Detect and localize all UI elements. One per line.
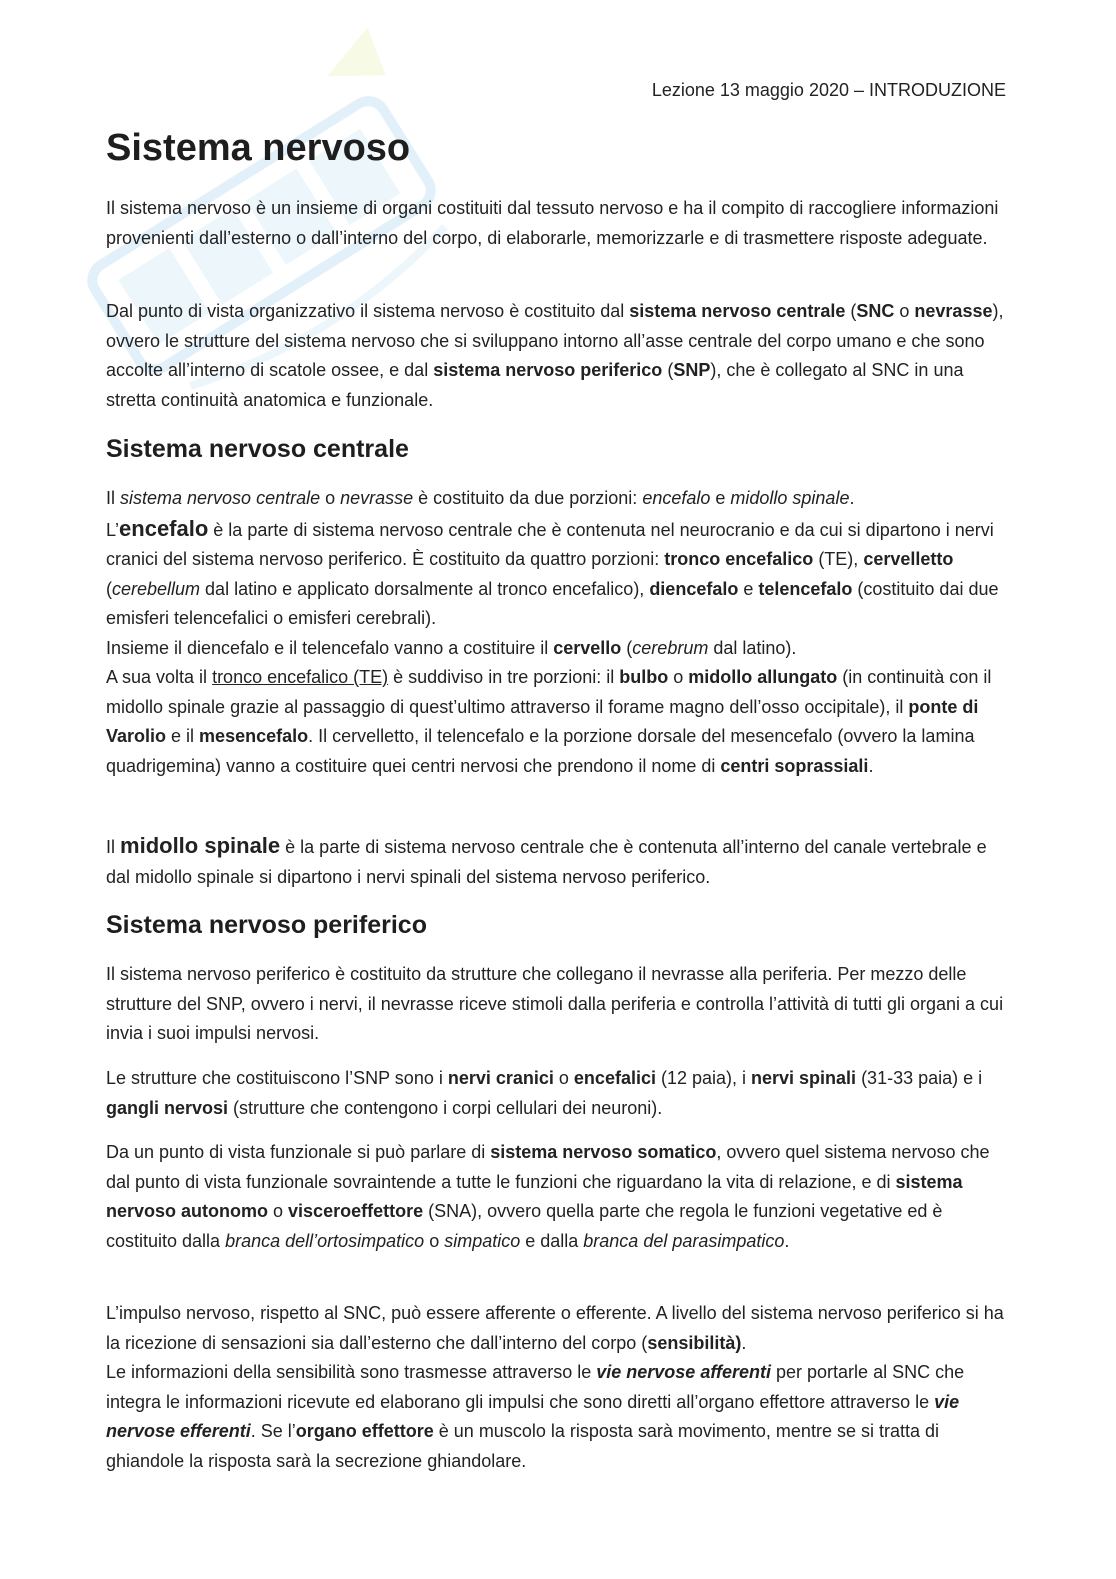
page-title: Sistema nervoso xyxy=(106,127,411,169)
snp-paragraph-2: Le strutture che costituiscono l’SNP sono i nervi cranici o encefalici (12 paia), i nervi spinali (31-33 paia) e i gangli nervosi (strutture che contengono i corpi cellulari dei neuroni). xyxy=(106,1068,983,1118)
snp-paragraph-4: L’impulso nervoso, rispetto al SNC, può essere afferente o efferente. A livello del sistema nervoso periferico si ha la ricezione di sensazioni sia dall’esterno che dall’interno del corpo (sensibilità). Le informazioni della sensibilità sono trasmesse attraverso le vie nervose afferenti per portarle al SNC che integra le informazioni ricevute ed elaborano gli impulsi che sono diretti all’organo effettore attraverso le vie nervose efferenti. Se l’organo effettore è un muscolo la risposta sarà movimento, mentre se si tratta di ghiandole la risposta sarà la secrezione ghiandolare. xyxy=(106,1303,1004,1471)
snc-paragraph-2: Il midollo spinale è la parte di sistema nervoso centrale che è contenuta all’interno del canale vertebrale e dal midollo spinale si dipartono i nervi spinali del sistema nervoso periferico. xyxy=(106,833,987,887)
heading-snc: Sistema nervoso centrale xyxy=(106,435,409,463)
snp-paragraph-1: Il sistema nervoso periferico è costituito da strutture che collegano il nevrasse alla periferia. Per mezzo delle strutture del SNP, ovvero i nervi, il nevrasse riceve stimoli dalla periferia e controlla l’attività di tutti gli organi a cui invia i suoi impulsi nervosi. xyxy=(106,964,1004,1043)
snc-paragraph-1: Il sistema nervoso centrale o nevrasse è costituito da due porzioni: encefalo e midollo spinale. L’encefalo è la parte di sistema nervoso centrale che è contenuta nel neurocranio e da cui si dipartono i nervi cranici del sistema nervoso periferico. È costituito da quattro porzioni: tronco encefalico (TE), cervelletto (cerebellum dal latino e applicato dorsalmente al tronco encefalico), diencefalo e telencefalo (costituito dai due emisferi telencefalici o emisferi cerebrali). Insieme il diencefalo e il telencefalo vanno a costituire il cervello (cerebrum dal latino). A sua volta il tronco encefalico (TE) è suddiviso in tre porzioni: il bulbo o midollo allungato (in continuità con il midollo spinale grazie al passaggio di quest’ultimo attraverso il forame magno dell’osso occipitale), il ponte di Varolio e il mesencefalo. Il cervelletto, il telencefalo e la porzione dorsale del mesencefalo (ovvero la lamina quadrigemina) vanno a costituire quei centri nervosi che prendono il nome di centri soprassiali. xyxy=(106,488,999,776)
lesson-header: Lezione 13 maggio 2020 – INTRODUZIONE xyxy=(651,80,1006,100)
intro-paragraph-1: Il sistema nervoso è un insieme di organi costituiti dal tessuto nervoso e ha il compito di raccogliere informazioni provenienti dall’esterno o dall’interno del corpo, di elaborarle, memorizzarle e di trasmettere risposte adeguate. xyxy=(106,198,999,248)
snp-paragraph-3: Da un punto di vista funzionale si può parlare di sistema nervoso somatico, ovvero quel sistema nervoso che dal punto di vista funzionale sovraintende a tutte le funzioni che riguardano la vita di relazione, e di sistema nervoso autonomo o visceroeffettore (SNA), ovvero quella parte che regola le funzioni vegetative ed è costituito dalla branca dell’ortosimpatico o simpatico e dalla branca del parasimpatico. xyxy=(106,1142,990,1251)
heading-snp: Sistema nervoso periferico xyxy=(106,911,427,939)
intro-paragraph-2: Dal punto di vista organizzativo il sistema nervoso è costituito dal sistema nervoso centrale (SNC o nevrasse), ovvero le strutture del sistema nervoso che si sviluppano intorno all’asse centrale del corpo umano e che sono accolte all’interno di scatole ossee, e dal sistema nervoso periferico (SNP), che è collegato al SNC in una stretta continuità anatomica e funzionale. xyxy=(106,301,1004,410)
